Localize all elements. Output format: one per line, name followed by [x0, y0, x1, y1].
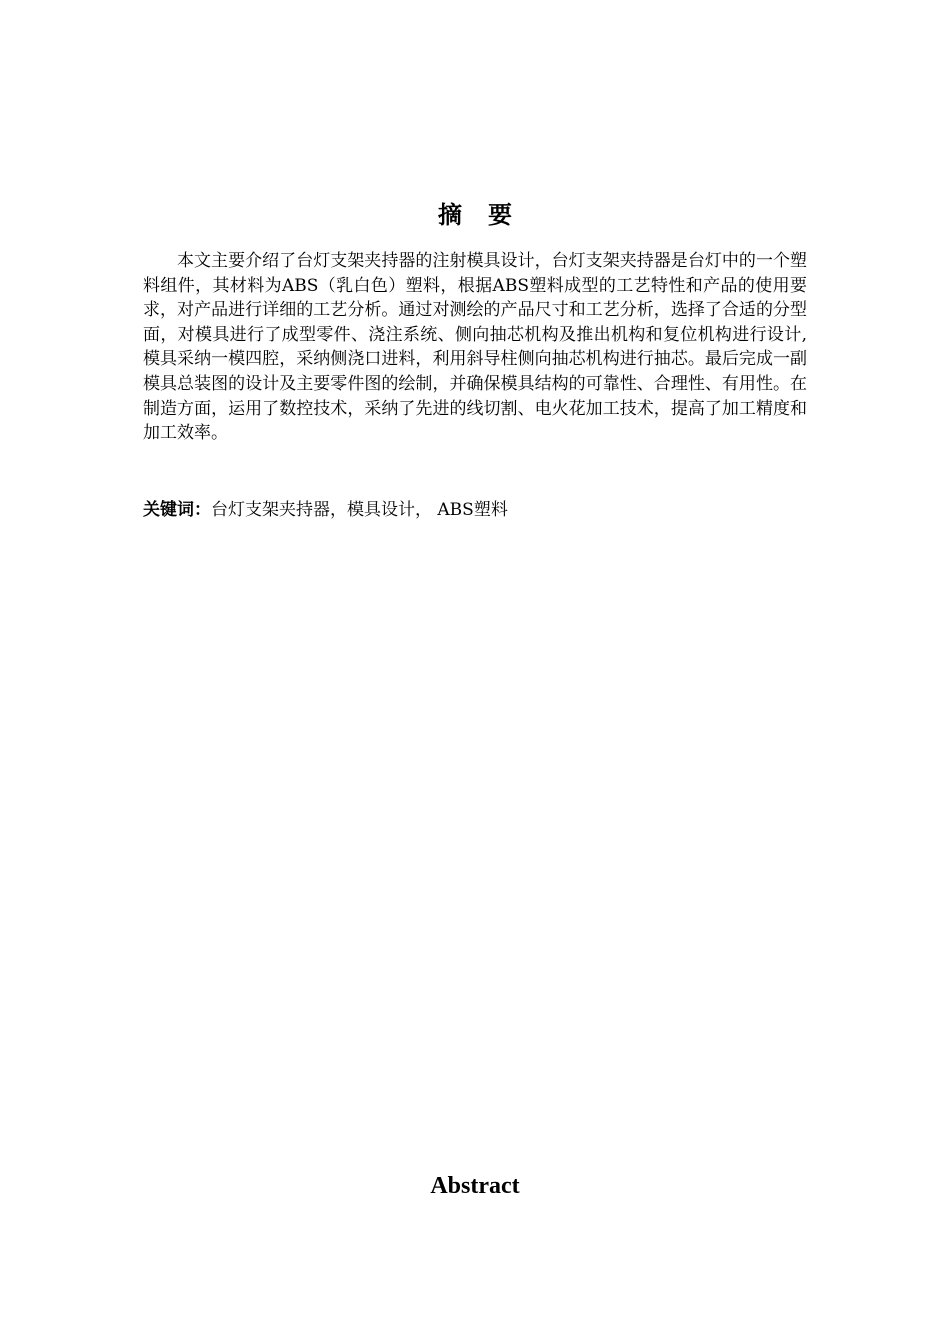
abstract-title-cn	[0, 199, 950, 231]
abstract-title-cn-part2: 要	[488, 201, 512, 230]
abstract-title-en: Abstract	[430, 1173, 520, 1200]
keywords-line	[143, 498, 807, 522]
abstract-title-cn-part1: 摘	[438, 201, 462, 230]
keywords-label: 关键词：	[143, 500, 211, 520]
keywords-text: 台灯支架夹持器，模具设计， ABS塑料	[211, 500, 508, 520]
abstract-body-cn: 本文主要介绍了台灯支架夹持器的注射模具设计，台灯支架夹持器是台灯中的一个塑料组件，其材料为ABS（乳白色）塑料，根据ABS塑料成型的工艺特性和产品的使用要求，对产品进行详细的工艺分析。通过对测绘的产品尺寸和工艺分析，选择了合适的分型面，对模具进行了成型零件、浇注系统、侧向抽芯机构及推出机构和复位机构进行设计,模具采纳一模四腔，采纳侧浇口进料，利用斜导柱侧向抽芯机构进行抽芯。最后完成一副模具总装图的设计及主要零件图的绘制，并确保模具结构的可靠性、合理性、有用性。在制造方面，运用了数控技术，采纳了先进的线切割、电火花加工技术，提高了加工精度和加工效率。	[143, 251, 807, 444]
